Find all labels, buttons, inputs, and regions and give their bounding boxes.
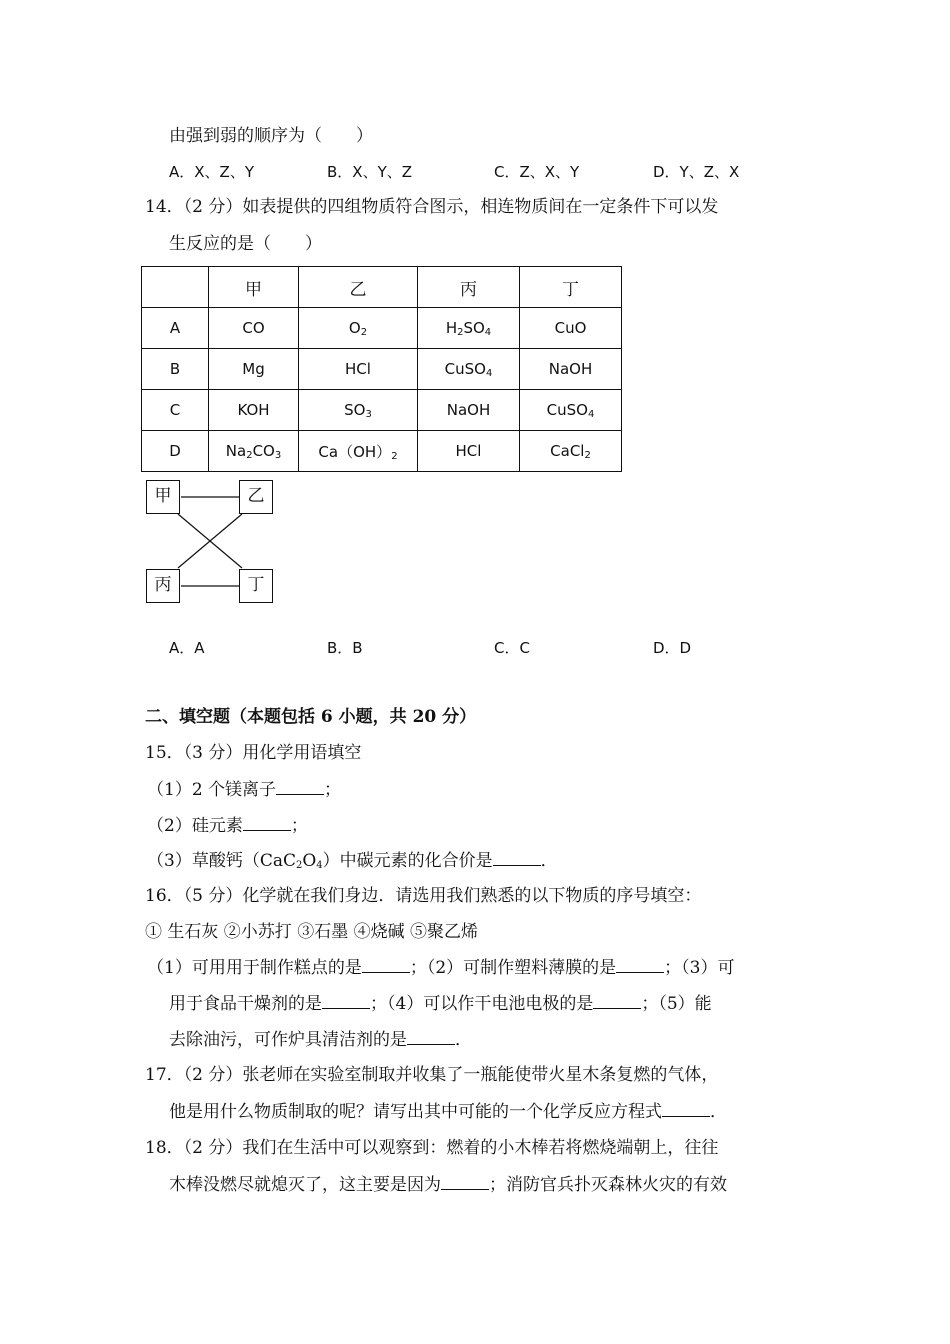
q14-substance-table [141, 266, 622, 472]
answer-blank[interactable] [243, 813, 291, 831]
q16-part5-text: ；（5）能 [641, 994, 712, 1014]
q15-part3-text-b: O [302, 851, 317, 871]
formula-main: CuSO [546, 400, 588, 419]
formula-part: SO [463, 318, 485, 337]
q15-part2-text: （2）硅元素 [147, 816, 243, 836]
cell-bing [418, 308, 520, 349]
cell-bing [418, 349, 520, 390]
q15-part2-end: ； [290, 816, 308, 836]
q18-text-a: 木棒没燃尽就熄灭了，这主要是因为 [169, 1175, 441, 1195]
formula-sub: 4 [485, 367, 493, 379]
cell-yi [299, 390, 418, 431]
header-cell-yi: 乙 [299, 267, 418, 308]
formula-sub: 2 [295, 860, 303, 871]
q16-line2 [169, 991, 712, 1016]
cell-yi [299, 308, 418, 349]
q16-part5-cont: 去除油污，可作炉具清洁剂的是 [169, 1030, 407, 1050]
header-cell-jia: 甲 [209, 267, 299, 308]
header-cell-ding: 丁 [520, 267, 622, 308]
diagram-node-jia: 甲 [146, 480, 180, 514]
row-label: A [142, 308, 209, 349]
formula-main: O [348, 318, 361, 337]
q18-stem-line1: 18．（2 分）我们在生活中可以观察到：燃着的小木棒若将燃烧端朝上，往往 [145, 1138, 719, 1158]
q14-option-d: D．D [653, 639, 692, 657]
diagram-node-bing: 丙 [146, 569, 180, 603]
cell-bing: NaOH [418, 390, 520, 431]
formula-part: Na [225, 441, 247, 460]
formula-sub: 4 [316, 860, 323, 871]
answer-blank[interactable] [593, 991, 641, 1009]
q16-part4-text: ；（4）可以作干电池电极的是 [370, 994, 594, 1014]
row-label: D [142, 431, 209, 472]
q14-option-c: C．C [494, 639, 530, 657]
q15-stem: 15．（3 分）用化学用语填空 [145, 743, 362, 763]
table-row [142, 390, 622, 431]
answer-blank[interactable] [362, 955, 410, 973]
q14-stem-line1: 14．（2 分）如表提供的四组物质符合图示，相连物质间在一定条件下可以发 [145, 197, 719, 217]
formula-part: CO [252, 441, 275, 460]
q16-line3 [169, 1027, 472, 1052]
q15-part3 [147, 848, 558, 878]
section-title: 二、填空题（本题包括 6 小题，共 20 分） [145, 707, 477, 727]
row-label: C [142, 390, 209, 431]
cell-ding [520, 431, 622, 472]
q15-part3-end: ． [540, 851, 558, 871]
q15-part1-end: ； [324, 780, 342, 800]
q14-stem-line2: 生反应的是（ ） [169, 234, 322, 254]
formula-main: CaCl [550, 441, 585, 460]
cell-ding: NaOH [520, 349, 622, 390]
q17-end: ． [710, 1102, 727, 1122]
answer-blank[interactable] [493, 848, 541, 866]
answer-blank[interactable] [616, 955, 664, 973]
formula-main: Ca（OH） [318, 442, 392, 461]
q16-part1-text: （1）可用用于制作糕点的是 [147, 958, 362, 978]
q15-part1 [147, 777, 341, 802]
cell-yi [299, 431, 418, 472]
answer-blank[interactable] [276, 777, 324, 795]
q15-part2 [147, 813, 308, 838]
diagram-node-yi: 乙 [239, 480, 273, 514]
q16-end: ． [455, 1030, 472, 1050]
q17-text: 他是用什么物质制取的呢？请写出其中可能的一个化学反应方程式 [169, 1102, 662, 1122]
q13-option-a: A．X、Z、Y [169, 163, 254, 181]
header-cell-bing: 丙 [418, 267, 520, 308]
formula-main: SO [344, 400, 366, 419]
formula-sub: 3 [365, 408, 372, 420]
q13-stem-continuation: 由强到弱的顺序为（ ） [169, 126, 373, 146]
formula-sub: 2 [246, 449, 253, 461]
q16-part3-cont: 用于食品干燥剂的是 [169, 994, 322, 1014]
q16-part3-text: ；（3）可 [664, 958, 735, 978]
row-label: B [142, 349, 209, 390]
answer-blank[interactable] [662, 1099, 710, 1117]
answer-blank[interactable] [441, 1172, 489, 1190]
formula-sub: 4 [484, 326, 492, 338]
q16-stem: 16．（5 分）化学就在我们身边．请选用我们熟悉的以下物质的序号填空： [145, 886, 702, 906]
formula-sub: 2 [391, 450, 398, 462]
cell-jia: Mg [209, 349, 299, 390]
cell-ding: CuO [520, 308, 622, 349]
q18-text-b: ；消防官兵扑灭森林火灾的有效 [489, 1175, 727, 1195]
cell-jia: KOH [209, 390, 299, 431]
q13-option-d: D．Y、Z、X [653, 163, 740, 181]
formula-sub: 2 [360, 326, 368, 338]
q14-option-b: B．B [327, 639, 363, 657]
q13-option-b: B．X、Y、Z [327, 163, 413, 181]
formula-part: H [445, 318, 458, 337]
answer-blank[interactable] [407, 1027, 455, 1045]
cell-jia: CO [209, 308, 299, 349]
cell-bing: HCl [418, 431, 520, 472]
q15-part3-text-a: （3）草酸钙（CaC [147, 851, 296, 871]
formula-sub: 2 [457, 326, 464, 338]
q15-part3-text-c: ）中碳元素的化合价是 [322, 851, 493, 871]
table-header-row [142, 267, 622, 308]
q17-stem-line2 [169, 1099, 727, 1124]
q16-materials: ① 生石灰 ②小苏打 ③石墨 ④烧碱 ⑤聚乙烯 [145, 922, 479, 942]
formula-sub: 3 [274, 449, 282, 461]
cell-jia [209, 431, 299, 472]
table-row [142, 431, 622, 472]
formula-sub: 2 [584, 449, 591, 461]
table-row [142, 349, 622, 390]
q16-line1 [147, 955, 734, 980]
q17-stem-line1: 17．（2 分）张老师在实验室制取并收集了一瓶能使带火星木条复燃的气体， [145, 1065, 719, 1085]
header-cell-empty [142, 267, 209, 308]
q18-stem-line2 [169, 1172, 727, 1197]
formula-sub: 4 [587, 408, 595, 420]
answer-blank[interactable] [322, 991, 370, 1009]
table-row [142, 308, 622, 349]
diagram-node-ding: 丁 [239, 569, 273, 603]
q14-option-a: A．A [169, 639, 205, 657]
q15-part1-text: （1）2 个镁离子 [147, 780, 277, 800]
cell-ding [520, 390, 622, 431]
cell-yi: HCl [299, 349, 418, 390]
q16-part2-text: ；（2）可制作塑料薄膜的是 [409, 958, 617, 978]
formula-main: CuSO [444, 359, 486, 378]
q13-option-c: C．Z、X、Y [494, 163, 580, 181]
